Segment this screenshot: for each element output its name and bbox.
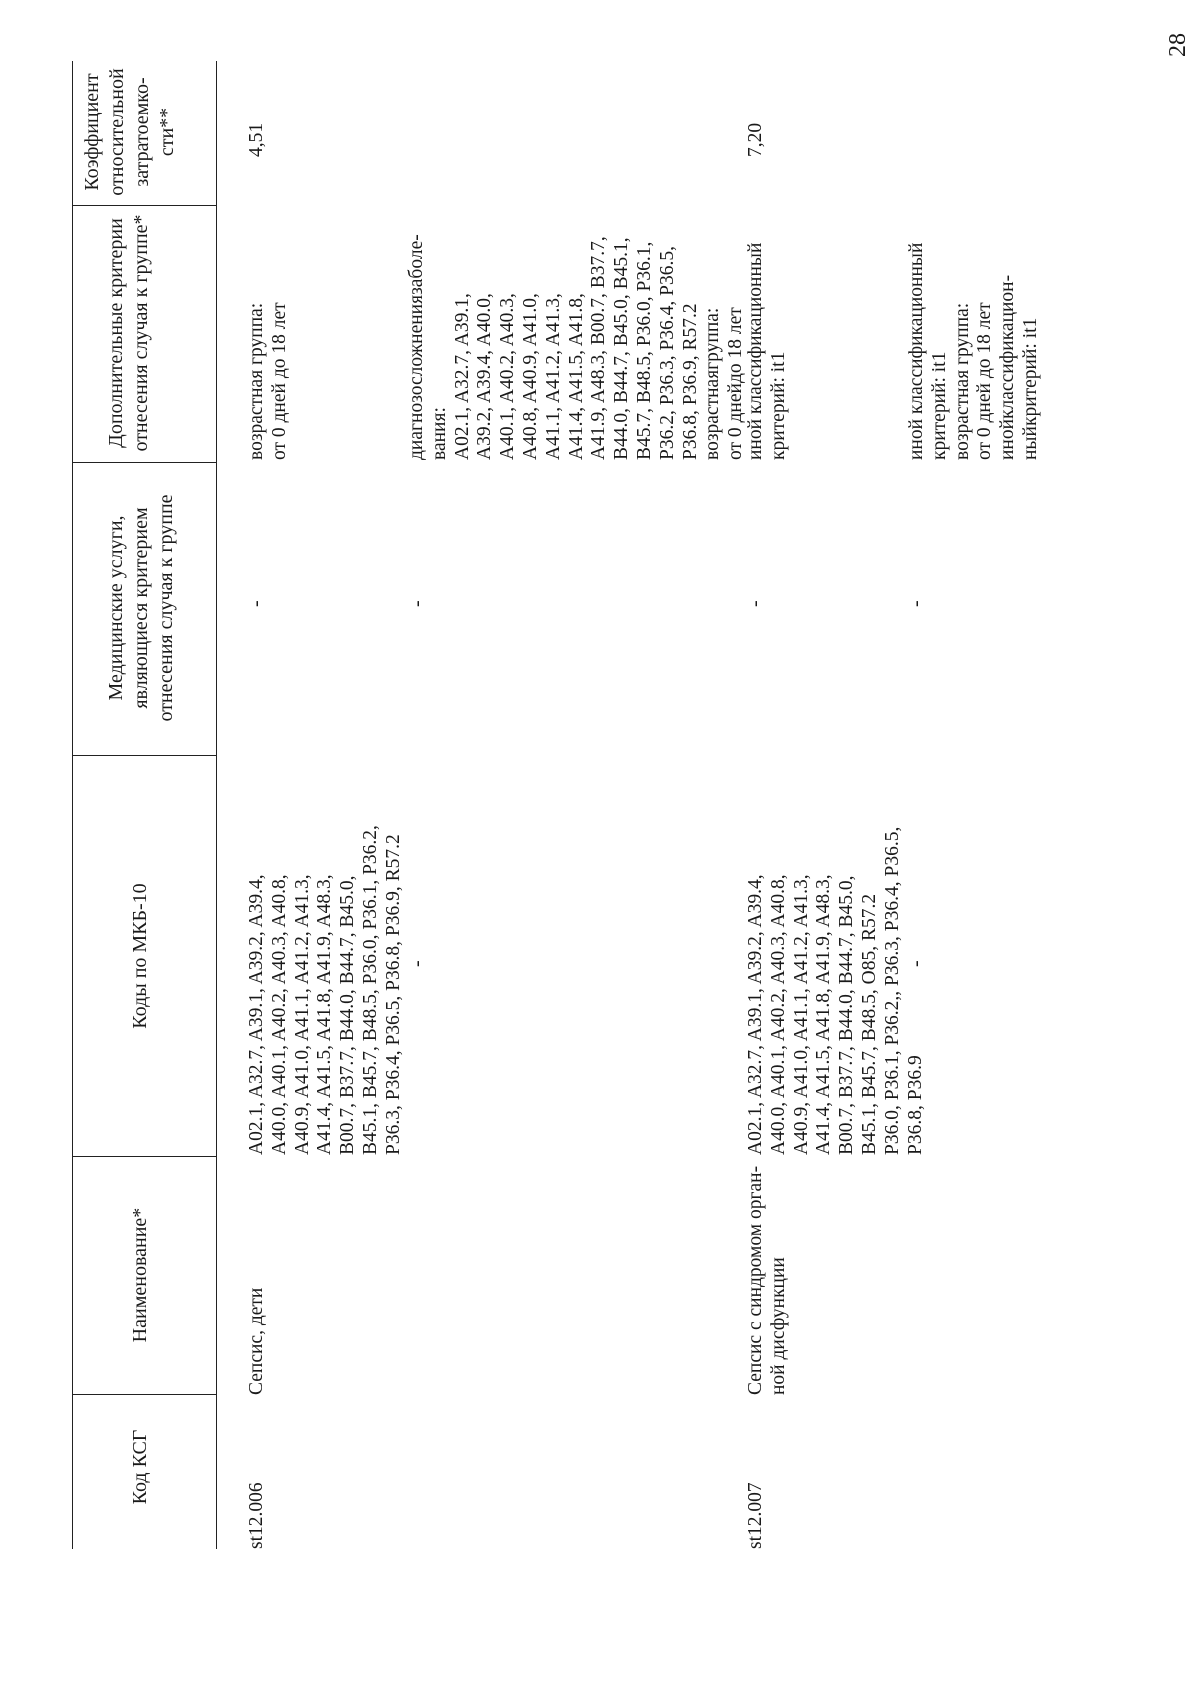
row-icd-codes: - bbox=[406, 960, 428, 967]
header-code: Код КСГ bbox=[129, 1429, 151, 1505]
header-criteria: Дополнительные критерии отнесения случая к группе* bbox=[105, 214, 152, 452]
row-criteria: диагнозосложнениязаболе- вания: A02.1, A32.7, A39.1, A39.2, A39.4, A40.0, A40.1, A40.2, A40.3, A40.8, A40.9, A41.0, A41.1, A41.2, A41.3, A41.4, A41.5, A41.8, A41.9, A48.3, B00.7, B37.7, B44.0, B44.7, B45.0, B45.1, B45.7, B48.5, P36.0, P36.1, P36.2, P36.3, P36.4, P36.5, P36.8, P36.9, R57.2 возрастнаягруппа: от 0 днейдо 18 лет bbox=[406, 234, 747, 460]
page-number: 28 bbox=[1165, 33, 1191, 57]
row-coefficient: 7,20 bbox=[745, 122, 766, 157]
header-bottom-line bbox=[216, 61, 217, 1549]
header-coef: Коэффициент относительной затратоемко-сти** bbox=[81, 68, 178, 196]
col-sep-3 bbox=[72, 755, 216, 756]
header-icd: Коды по МКБ-10 bbox=[129, 883, 151, 1029]
header-services: Медицинские услуги, являющиеся критерием отнесения случая к группе bbox=[105, 494, 177, 722]
row-services: - bbox=[245, 600, 267, 607]
header-top-rule bbox=[72, 61, 73, 1549]
row-criteria: иной классификационный критерий: it1 bbox=[745, 242, 789, 460]
row-services: - bbox=[406, 600, 428, 607]
row-services: - bbox=[905, 600, 927, 607]
row-icd-codes: A02.1, A32.7, A39.1, A39.2, A39.4, A40.0, A40.1, A40.2, A40.3, A40.8, A40.9, A41.0, A41.1, A41.2, A41.3, A41.4, A41.5, A41.8, A41.9, A48.3, B00.7, B37.7, B44.0, B44.7, B45.0, B45.1, B45.7, B48.5, P36.0, P36.1, P36.2, P36.3, P36.4, P36.5, P36.8, P36.9, R57.2 bbox=[246, 825, 404, 1155]
row-coefficient: 4,51 bbox=[246, 122, 267, 157]
row-criteria: иной классификационный критерий: it1 возрастная группа: от 0 дней до 18 лет инойклассификацион- ныйкритерий: it1 bbox=[906, 242, 1041, 460]
row-icd-codes: A02.1, A32.7, A39.1, A39.2, A39.4, A40.0, A40.1, A40.2, A40.3, A40.8, A40.9, A41.0, A41.1, A41.2, A41.3, A41.4, A41.5, A41.8, A41.9, A48.3, B00.7, B37.7, B44.0, B44.7, B45.0, B45.1, B45.7, B48.5, O85, R57.2 P36.0, P36.1, P36.2,, P36.3, P36.4, P36.5, P36.8, P36.9 bbox=[745, 826, 926, 1155]
row-code: st12.006 bbox=[246, 1482, 267, 1549]
row-services: - bbox=[744, 600, 766, 607]
row-criteria: возрастная группа: от 0 дней до 18 лет bbox=[246, 302, 290, 460]
row-icd-codes: - bbox=[905, 960, 927, 967]
col-sep-1 bbox=[72, 1394, 216, 1395]
row-name: Сепсис, дети bbox=[246, 1287, 267, 1395]
row-code: st12.007 bbox=[745, 1482, 766, 1549]
header-name: Наименование* bbox=[129, 1207, 151, 1343]
row-name: Сепсис с синдромом орган- ной дисфункции bbox=[745, 1165, 789, 1395]
